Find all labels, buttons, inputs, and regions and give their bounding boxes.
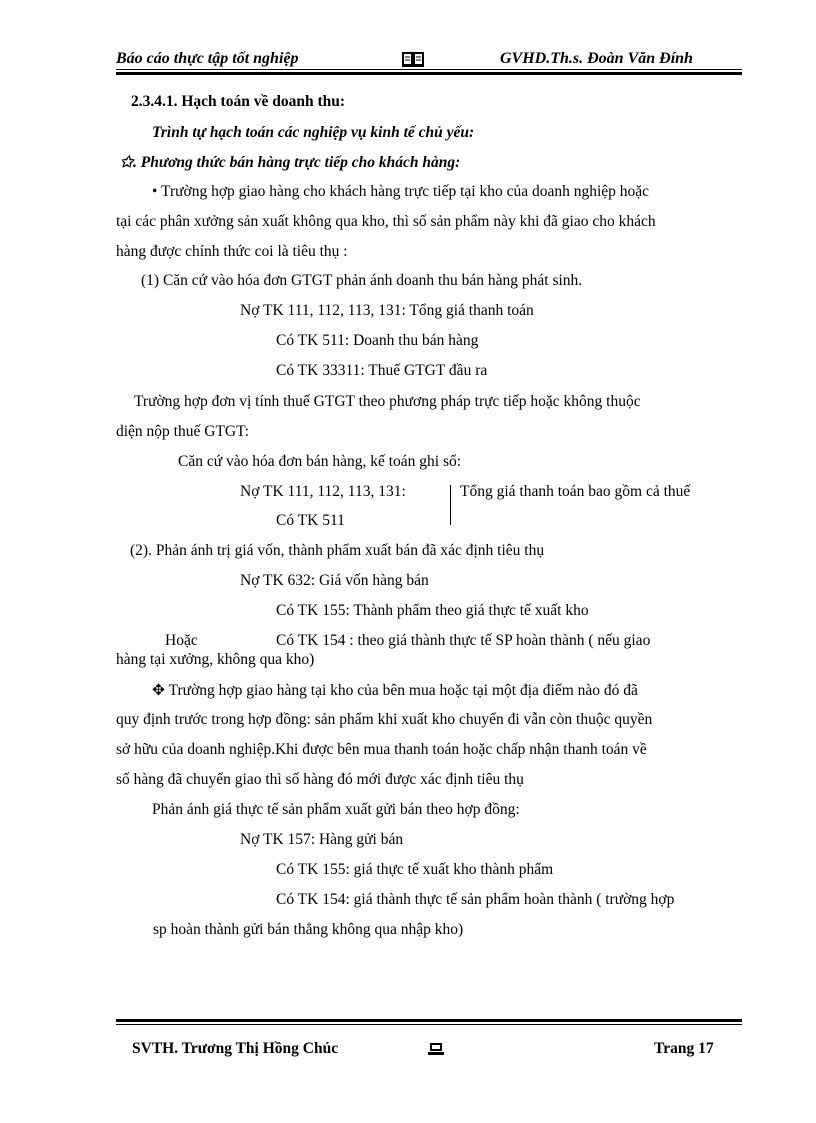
entry4-credit2-line2: sp hoàn thành gửi bán thẳng không qua nhập kho) — [153, 921, 464, 938]
entry3-credit: Có TK 155: Thành phẩm theo giá thực tế xuất kho — [276, 602, 589, 619]
header-rule-thick — [116, 72, 742, 75]
computer-icon — [428, 1042, 444, 1061]
or-label: Hoặc — [165, 632, 198, 649]
para3-line3: sở hữu của doanh nghiệp.Khi được bên mua thanh toán hoặc chấp nhận thanh toán về — [116, 741, 647, 758]
entry2-debit: Nợ TK 111, 112, 113, 131: — [240, 483, 406, 500]
entry1-credit1: Có TK 511: Doanh thu bán hàng — [276, 332, 479, 349]
step1: (1) Căn cứ vào hóa đơn GTGT phản ánh doanh thu bán hàng phát sinh. — [141, 272, 583, 289]
basis-line: Căn cứ vào hóa đơn bán hàng, kế toán ghi sổ: — [178, 453, 462, 470]
step2: (2). Phản ánh trị giá vốn, thành phẩm xuất bán đã xác định tiêu thụ — [130, 542, 545, 559]
footer-left: SVTH. Trương Thị Hồng Chúc — [132, 1040, 339, 1057]
entry3-alt: Có TK 154 : theo giá thành thực tế SP hoàn thành ( nếu giao — [276, 632, 651, 649]
para4: Phản ánh giá thực tế sản phẩm xuất gửi bán theo hợp đồng: — [152, 801, 520, 818]
footer-rule-thin — [116, 1024, 742, 1025]
para1-line2: tại các phân xưởng sản xuất không qua kho, thì số sản phẩm này khi đã giao cho khách — [116, 213, 656, 230]
para3-line2: quy định trước trong hợp đồng: sản phẩm khi xuất kho chuyển đi vẫn còn thuộc quyền — [116, 711, 653, 728]
header-rule-thin — [116, 69, 742, 70]
section-heading: 2.3.4.1. Hạch toán về doanh thu: — [131, 93, 346, 110]
header-right: GVHD.Th.s. Đoàn Văn Đính — [500, 50, 693, 67]
entry2-bracket — [450, 485, 451, 525]
entry1-credit2: Có TK 33311: Thuế GTGT đầu ra — [276, 362, 488, 379]
entry1-debit: Nợ TK 111, 112, 113, 131: Tổng giá thanh toán — [240, 302, 534, 319]
para3-line4: số hàng đã chuyển giao thì số hàng đó mới được xác định tiêu thụ — [116, 771, 524, 788]
footer-rule-thick — [116, 1019, 742, 1022]
entry3-debit: Nợ TK 632: Giá vốn hàng bán — [240, 572, 429, 589]
entry4-credit1: Có TK 155: giá thực tế xuất kho thành phẩm — [276, 861, 554, 878]
header-left: Báo cáo thực tập tốt nghiệp — [116, 50, 299, 67]
para1-line1: • Trường hợp giao hàng cho khách hàng trực tiếp tại kho của doanh nghiệp hoặc — [152, 183, 650, 200]
para1-line3: hàng được chính thức coi là tiêu thụ : — [116, 243, 348, 260]
entry4-debit: Nợ TK 157: Hàng gửi bán — [240, 831, 404, 848]
entry3-alt-line2: hàng tại xưởng, không qua kho) — [116, 651, 315, 668]
para3-line1: ✥ Trường hợp giao hàng tại kho của bên mua hoặc tại một địa điểm nào đó đã — [152, 682, 638, 699]
entry2-credit: Có TK 511 — [276, 512, 345, 529]
entry4-credit2: Có TK 154: giá thành thực tế sản phẩm hoàn thành ( trường hợp — [276, 891, 675, 908]
para2-line2: diện nộp thuế GTGT: — [116, 423, 250, 440]
subheading: Trình tự hạch toán các nghiệp vụ kinh tế chủ yếu: — [152, 124, 475, 141]
entry2-note: Tổng giá thanh toán bao gồm cả thuế — [460, 483, 691, 500]
footer-page-number: Trang 17 — [654, 1040, 714, 1057]
method-title: ✩. Phương thức bán hàng trực tiếp cho khách hàng: — [120, 154, 461, 171]
para2-line1: Trường hợp đơn vị tính thuế GTGT theo phương pháp trực tiếp hoặc không thuộc — [134, 393, 641, 410]
